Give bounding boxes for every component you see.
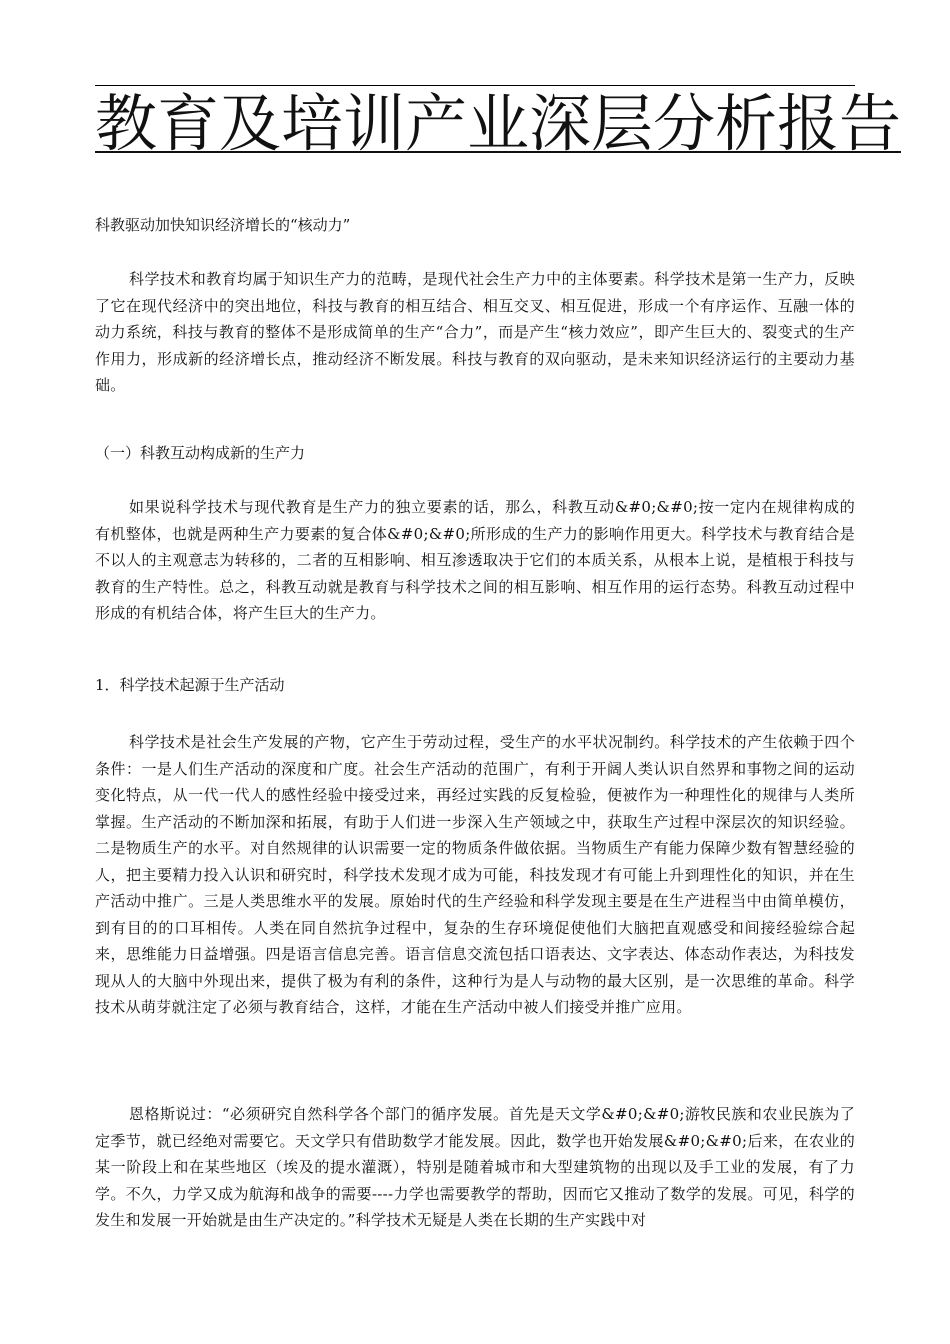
engels-quote-paragraph: 恩格斯说过：“必须研究自然科学各个部门的循序发展。首先是天文学&#0;&#0;游牧民族和农业民族为了定季节，就已经绝对需要它。天文学只有借助数学才能发展。因此，数学也开始发展&#0;&#0;后来，在农业的某一阶段上和在某些地区（埃及的提水灌溉），特别是随着城市和大型建筑物的出现以及手工业的发展，有了力学。不久，力学又成为航海和战争的需要----力学也需要教学的帮助，因而它又推动了数学的发展。可见，科学的发生和发展一开始就是由生产决定的。”科学技术无疑是人类在长期的生产实践中对 (95, 1105, 855, 1229)
document-title: 教育及培训产业深层分析报告 (95, 87, 902, 160)
section-paragraph-1: 如果说科学技术与现代教育是生产力的独立要素的话，那么，科教互动&#0;&#0;按一定内在规律构成的有机整体，也就是两种生产力要素的复合体&#0;&#0;所形成的生产力的影响作用更大。科学技术与教育结合是不以人的主观意志为转移的，二者的互相影响、相互渗透取决于它们的本质关系，从根本上说，是植根于科技与教育的生产特性。总之，科教互动就是教育与科学技术之间的相互影响、相互作用的运行态势。科教互动过程中形成的有机结合体，将产生巨大的生产力。 (95, 498, 855, 622)
subsection-heading-1: 1．科学技术起源于生产活动 (95, 676, 285, 694)
subsection-paragraph-1: 科学技术是社会生产发展的产物，它产生于劳动过程，受生产的水平状况制约。科学技术的产生依赖于四个条件：一是人们生产活动的深度和广度。社会生产活动的范围广，有利于开阔人类认识自然界和事物之间的运动变化特点，从一代一代人的感性经验中接受过来，再经过实践的反复检验，便被作为一种理性化的规律与人类所掌握。生产活动的不断加深和拓展，有助于人们进一步深入生产领域之中，获取生产过程中深层次的知识经验。二是物质生产的水平。对自然规律的认识需要一定的物质条件做依据。当物质生产有能力保障少数有智慧经验的人，把主要精力投入认识和研究时，科学技术发现才成为可能，科技发现才有可能上升到理性化的知识，并在生产活动中推广。三是人类思维水平的发展。原始时代的生产经验和科学发现主要是在生产进程当中由简单模仿，到有目的的口耳相传。人类在同自然抗争过程中，复杂的生存环境促使他们大脑把直观感受和间接经验综合起来，思维能力日益增强。四是语言信息完善。语言信息交流包括口语表达、文字表达、体态动作表达，为科技发现从人的大脑中外现出来，提供了极为有利的条件，这种行为是人与动物的最大区别，是一次思维的革命。科学技术从萌芽就注定了必须与教育结合，这样，才能在生产活动中被人们接受并推广应用。 (95, 733, 855, 1016)
intro-paragraph: 科学技术和教育均属于知识生产力的范畴，是现代社会生产力中的主体要素。科学技术是第一生产力，反映了它在现代经济中的突出地位，科技与教育的相互结合、相互交叉、相互促进，形成一个有序运作、互融一体的动力系统，科技与教育的整体不是形成简单的生产“合力”，而是产生“核力效应”，即产生巨大的、裂变式的生产作用力，形成新的经济增长点，推动经济不断发展。科技与教育的双向驱动，是未来知识经济运行的主要动力基础。 (95, 270, 855, 394)
document-subtitle: 科教驱动加快知识经济增长的“核动力” (95, 216, 351, 234)
header-rule (95, 85, 855, 86)
section-heading-1: （一）科教互动构成新的生产力 (95, 444, 306, 462)
